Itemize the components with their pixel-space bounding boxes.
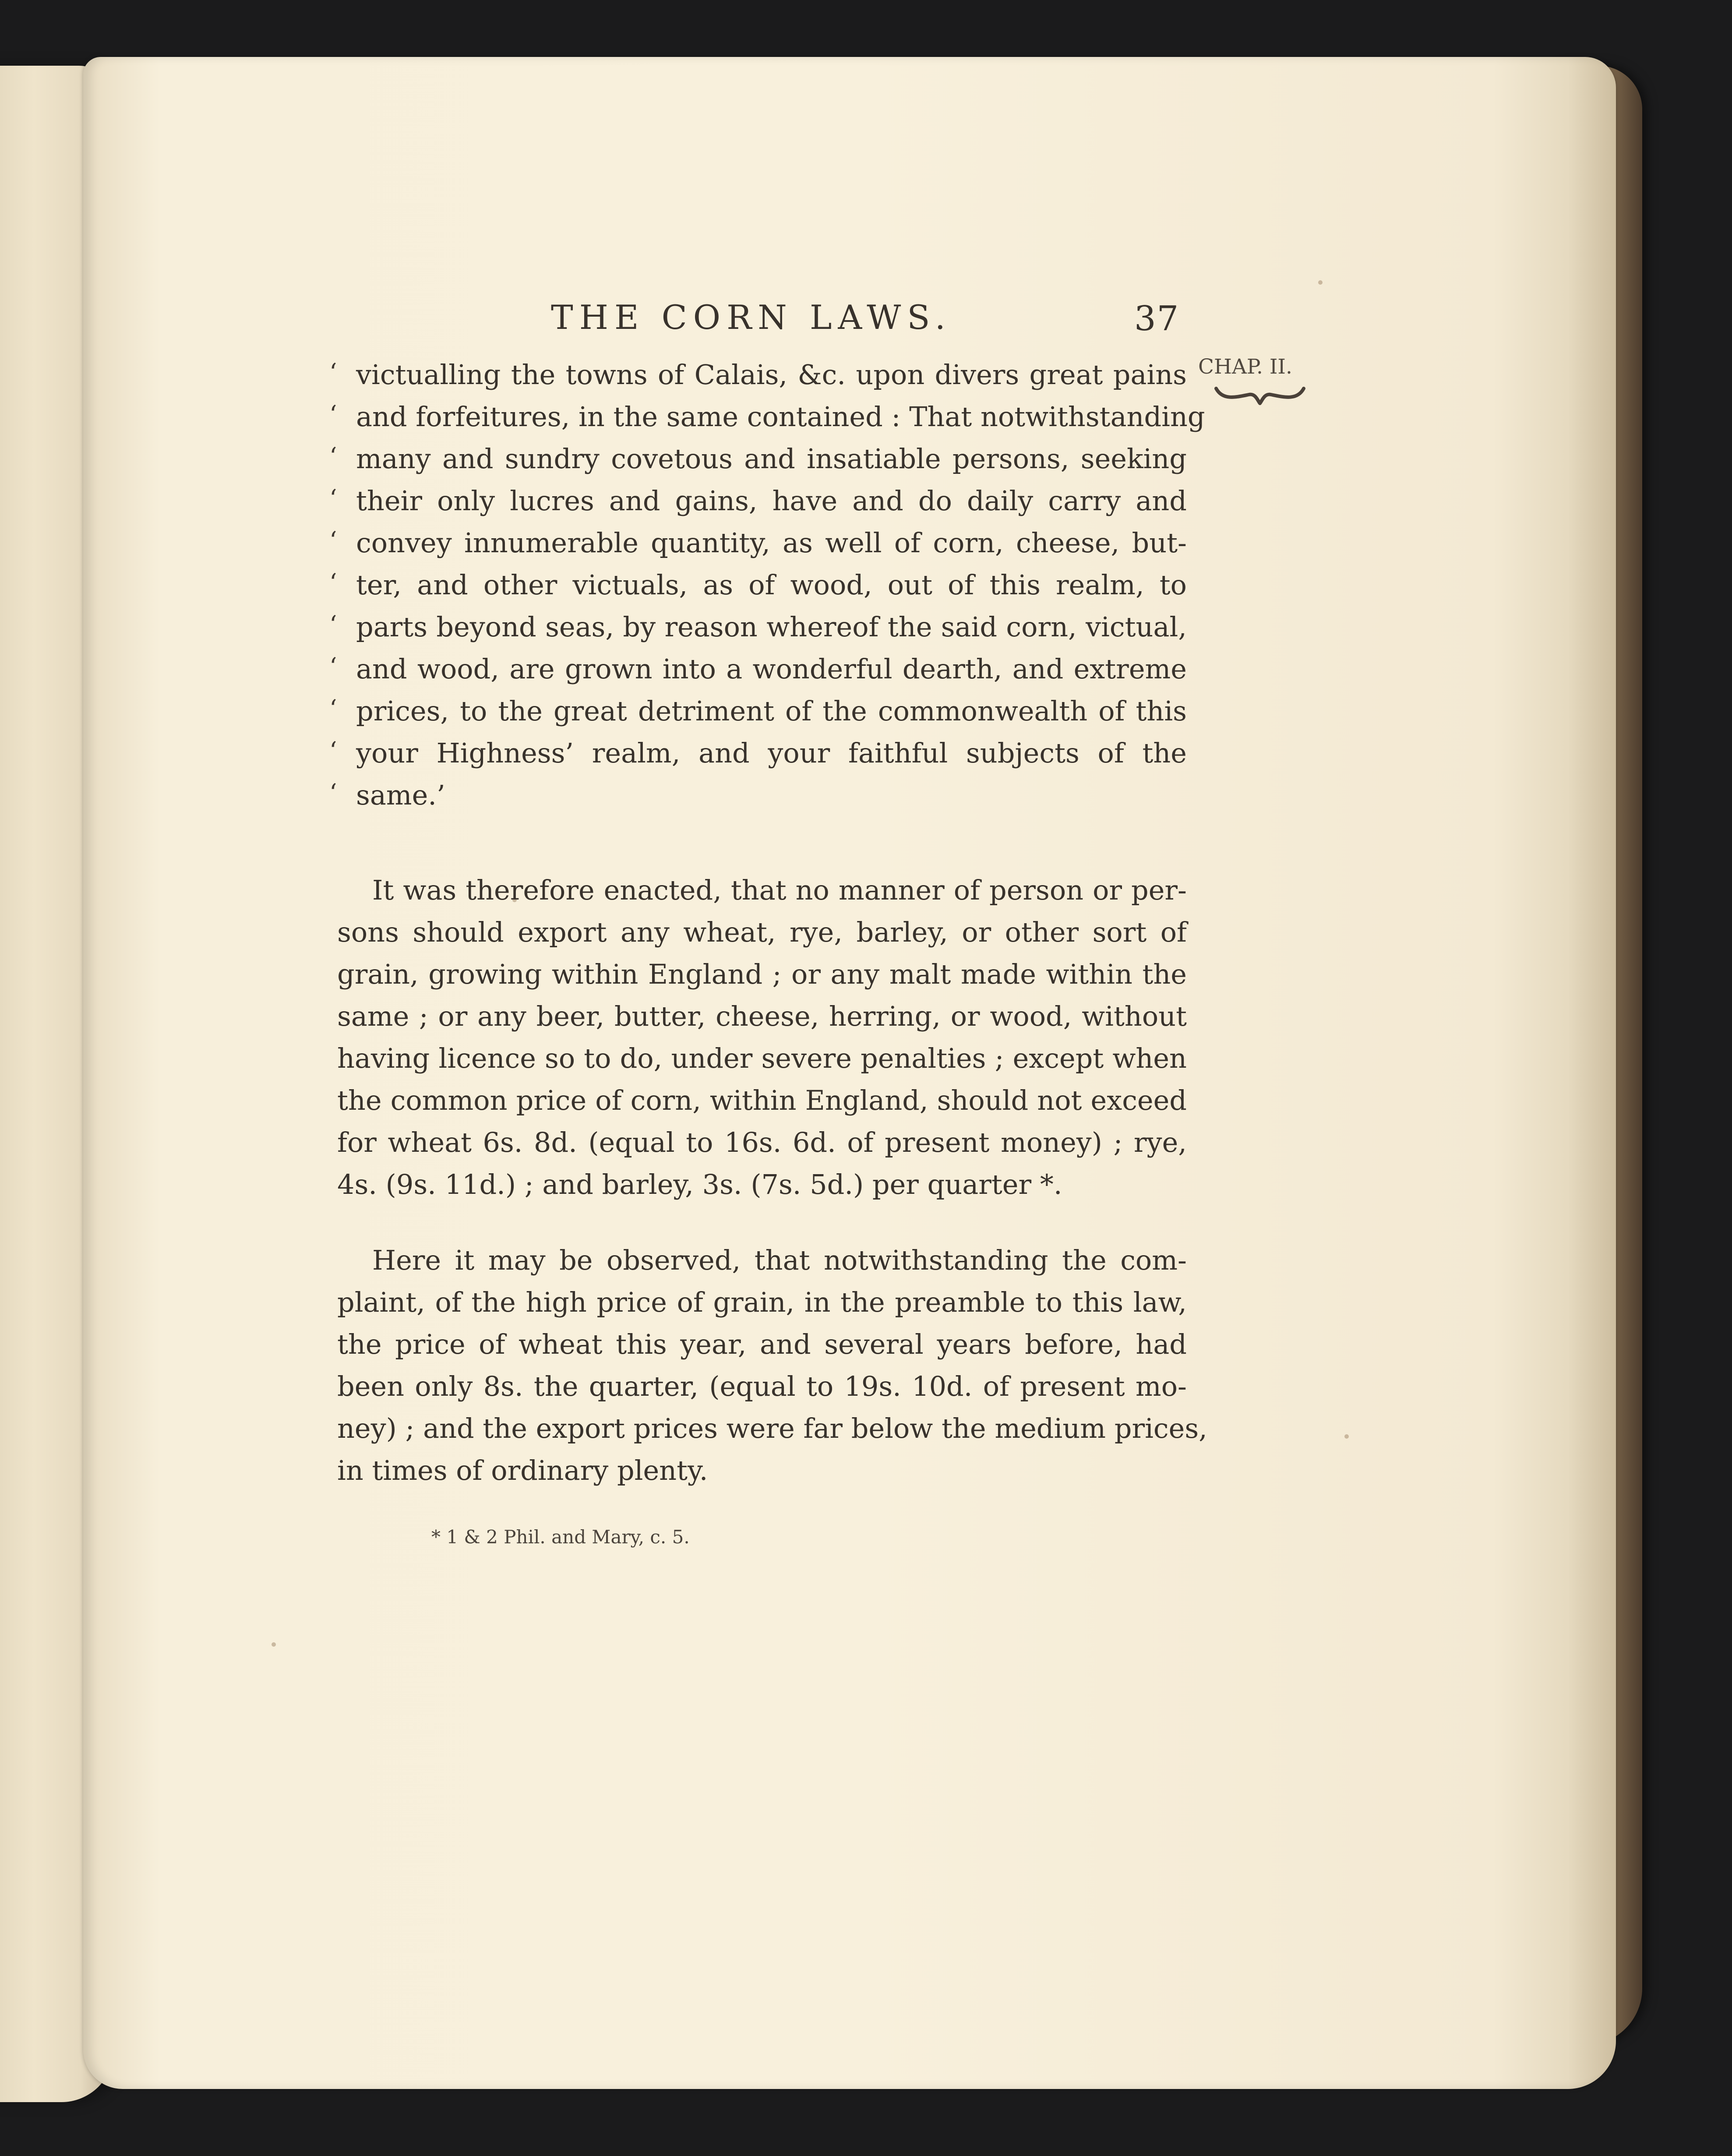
text-line: having licence so to do, under severe penalties ; except when xyxy=(337,1042,1187,1074)
chapter-label: CHAP. II. xyxy=(1198,355,1292,379)
quoted-line-text: their only lucres and gains, have and do daily carry and xyxy=(356,485,1187,517)
text-line xyxy=(329,522,1187,564)
text-line xyxy=(329,648,1187,690)
quoted-line-text: ter, and other victuals, as of wood, out of this realm, to xyxy=(356,569,1187,601)
quoted-line-text: your Highness’ realm, and your faithful subjects of the xyxy=(356,737,1187,769)
quote-mark: ‘ xyxy=(329,610,337,639)
quote-mark: ‘ xyxy=(329,568,337,596)
quote-mark: ‘ xyxy=(329,695,337,723)
quote-mark: ‘ xyxy=(329,526,337,554)
paper-speck xyxy=(272,1642,276,1647)
quote-mark: ‘ xyxy=(329,779,337,807)
text-line xyxy=(329,732,1187,774)
text-line: sons should export any wheat, rye, barley, or other sort of xyxy=(337,916,1187,948)
text-line: the price of wheat this year, and several years before, had xyxy=(337,1328,1187,1360)
quote-mark: ‘ xyxy=(329,737,337,765)
text-line xyxy=(329,438,1187,480)
paragraph-observation xyxy=(337,1239,1207,1492)
quoted-line-text: same.’ xyxy=(356,779,445,811)
quote-mark: ‘ xyxy=(329,442,337,470)
quote-mark: ‘ xyxy=(329,653,337,681)
text-line: same ; or any beer, butter, cheese, herring, or wood, without xyxy=(337,1000,1187,1032)
quoted-line-text: and wood, are grown into a wonderful dearth, and extreme xyxy=(356,653,1187,685)
paragraph-enactment xyxy=(337,869,1187,1206)
quoted-line-text: and forfeitures, in the same contained : That notwithstanding xyxy=(356,401,1205,433)
quoted-line-text: prices, to the great detriment of the commonwealth of this xyxy=(356,695,1187,727)
quoted-line-text: many and sundry covetous and insatiable persons, seeking xyxy=(356,443,1187,475)
text-line: the common price of corn, within England, should not exceed xyxy=(337,1084,1187,1116)
text-line xyxy=(329,690,1187,732)
quoted-preamble xyxy=(329,354,1205,816)
quoted-line-text: victualling the towns of Calais, &c. upon divers great pains xyxy=(356,359,1187,391)
text-line xyxy=(329,774,1187,816)
text-line xyxy=(329,564,1187,606)
footnote: * 1 & 2 Phil. and Mary, c. 5. xyxy=(431,1526,690,1548)
quoted-line-text: parts beyond seas, by reason whereof the said corn, victual, xyxy=(356,611,1187,643)
page-number: 37 xyxy=(1134,299,1180,339)
running-header: THE CORN LAWS. xyxy=(551,298,952,337)
paper-speck xyxy=(1318,280,1323,285)
quote-mark: ‘ xyxy=(329,484,337,512)
text-line: It was therefore enacted, that no manner of person or per- xyxy=(372,874,1187,906)
quote-mark: ‘ xyxy=(329,400,337,428)
text-line xyxy=(329,480,1187,522)
text-line: been only 8s. the quarter, (equal to 19s. 10d. of present mo- xyxy=(337,1370,1187,1402)
curly-brace-icon xyxy=(1214,384,1306,405)
paper-speck xyxy=(1344,1434,1349,1439)
text-line: in times of ordinary plenty. xyxy=(337,1454,708,1486)
chapter-margin-note xyxy=(1198,355,1325,425)
text-line: grain, growing within England ; or any malt made within the xyxy=(337,958,1187,990)
quoted-line-text: convey innumerable quantity, as well of corn, cheese, but- xyxy=(356,527,1187,559)
text-line: Here it may be observed, that notwithstanding the com- xyxy=(372,1244,1187,1276)
text-line xyxy=(329,396,1205,438)
text-line: plaint, of the high price of grain, in the preamble to this law, xyxy=(337,1286,1187,1318)
quote-mark: ‘ xyxy=(329,358,337,386)
text-line: ney) ; and the export prices were far below the medium prices, xyxy=(337,1412,1207,1444)
text-line: 4s. (9s. 11d.) ; and barley, 3s. (7s. 5d.) per quarter *. xyxy=(337,1168,1062,1200)
text-line xyxy=(329,606,1187,648)
text-line: for wheat 6s. 8d. (equal to 16s. 6d. of present money) ; rye, xyxy=(337,1126,1187,1158)
text-line xyxy=(329,354,1187,396)
